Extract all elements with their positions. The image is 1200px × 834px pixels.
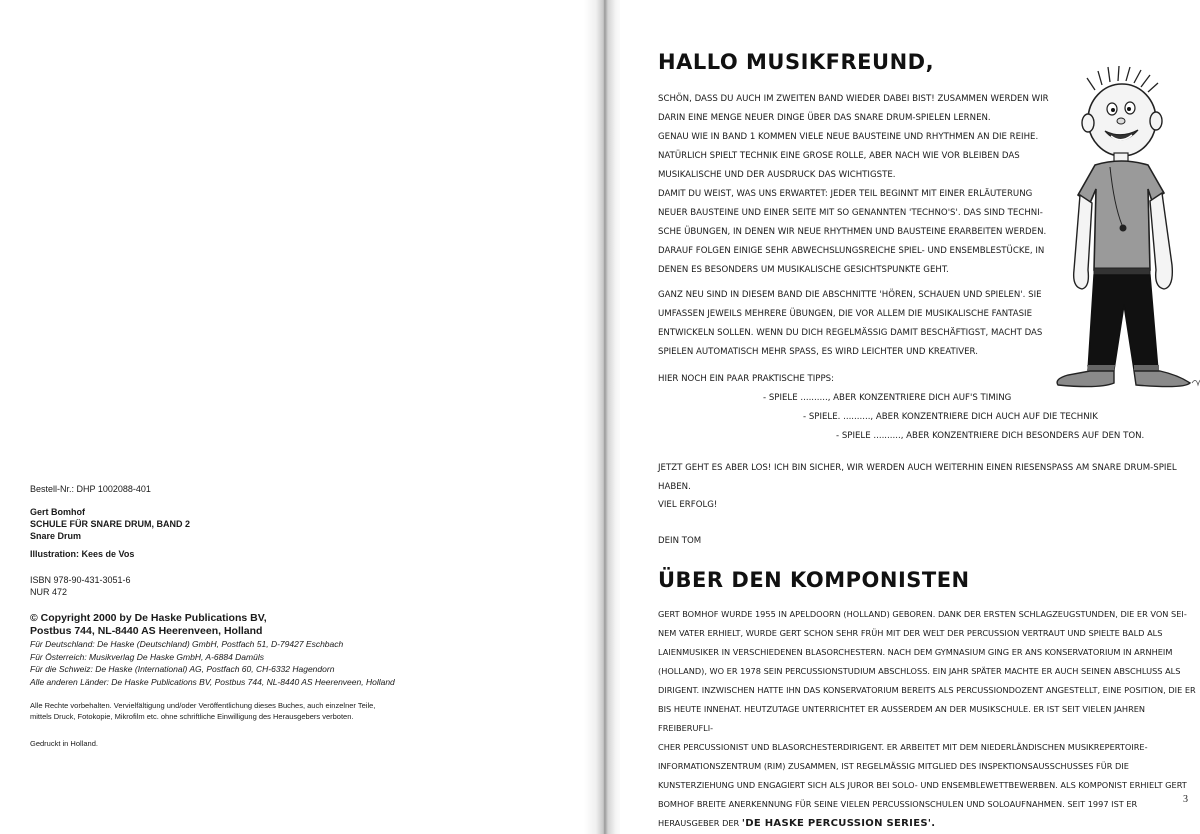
composer-bio xyxy=(658,605,1200,833)
greeting-heading: HALLO MUSIKFREUND, xyxy=(658,50,935,74)
illustration-credit: Illustration: Kees de Vos xyxy=(30,549,135,559)
text-line: BOMHOF BREITE ANERKENNUNG FÜR SEINE VIELEN PERCUSSIONSCHULEN UND SOLOAUFNAHMEN. SEIT 1997 IST ER xyxy=(658,799,1138,809)
distributor-line: Für die Schweiz: De Haske (International) AG, Postfach 60, CH-6332 Hagendorn xyxy=(30,664,335,674)
text-line: GANZ NEU SIND IN DIESEM BAND DIE ABSCHNITTE 'HÖREN, SCHAUEN UND SPIELEN'. SIE xyxy=(658,290,1042,300)
page-number: 3 xyxy=(1183,794,1188,805)
text-line: (HOLLAND), WO ER 1978 SEIN PERCUSSIONSTUDIUM ABSCHLOSS. EIN JAHR SPÄTER MACHTE ER AUCH SEINEN ABSCHLUSS ALS xyxy=(658,666,1181,676)
text-line: NEM VATER ERHIELT, WURDE GERT SCHON SEHR FRÜH MIT DER WELT DER PERCUSSION VERTRAUT UND SPIELTE BALD ALS xyxy=(658,628,1163,638)
text-line: NATÜRLICH SPIELT TECHNIK EINE GROSE ROLLE, ABER NACH WIE VOR BLEIBEN DAS xyxy=(658,151,1020,161)
distributor-line: Für Deutschland: De Haske (Deutschland) GmbH, Postfach 51, D-79427 Eschbach xyxy=(30,639,344,649)
artist-signature-icon xyxy=(1192,379,1200,385)
text-line: LAIENMUSIKER IN VERSCHIEDENEN BLASORCHESTERN. NACH DEM GYMNASIUM GING ER ANS KONSERVATORIUM IN ARNHEIM xyxy=(658,647,1173,657)
intro-paragraph xyxy=(658,90,1049,280)
instrument: Snare Drum xyxy=(30,531,82,541)
imprint-block xyxy=(30,483,430,750)
text-line: DAMIT DU WEIST, WAS UNS ERWARTET: JEDER TEIL BEGINNT MIT EINER ERLÄUTERUNG xyxy=(658,189,1033,199)
text-line: MUSIKALISCHE UND DER AUSDRUCK DAS WICHTIGSTE. xyxy=(658,170,896,180)
text-line: SCHE ÜBUNGEN, IN DENEN WIR NEUE RHYTHMEN UND BAUSTEINE ERARBEITEN WERDEN. xyxy=(658,227,1047,237)
tip-item: - SPIELE .........., ABER KONZENTRIERE DICH BESONDERS AUF DEN TON. xyxy=(836,431,1145,441)
tip-item: - SPIELE .........., ABER KONZENTRIERE DICH AUF'S TIMING xyxy=(763,393,1012,403)
text-line: SPIELEN AUTOMATISCH MEHR SPASS, ES WIRD LEICHTER UND KREATIVER. xyxy=(658,347,978,357)
text-line: KUNSTERZIEHUNG UND ENGAGIERT SICH ALS JUROR BEI SOLO- UND ENSEMBLEWETTBEWERBEN. ALS KOMPONIST ERHIELT GERT xyxy=(658,780,1187,790)
copyright-line-1: © Copyright 2000 by De Haske Publications BV, xyxy=(30,612,267,624)
text-line: DARIN EINE MENGE NEUER DINGE ÜBER DAS SNARE DRUM-SPIELEN LERNEN. xyxy=(658,113,991,123)
text-line: INFORMATIONSZENTRUM (RIM) ZUSAMMEN, IST REGELMÄSSIG MITGLIED DES INSPEKTIONSAUSSCHUSSES FÜR DIE xyxy=(658,761,1129,771)
rights-line-1: Alle Rechte vorbehalten. Vervielfältigung und/oder Veröffentlichung dieses Buches, auch einzelner Teile, xyxy=(30,701,376,710)
order-number: Bestell-Nr.: DHP 1002088-401 xyxy=(30,484,151,494)
author-name: Gert Bomhof xyxy=(30,507,85,517)
text-line: CHER PERCUSSIONIST UND BLASORCHESTERDIRIGENT. ER ARBEITET MIT DEM NIEDERLÄNDISCHEN MUSIKREPERTOIRE- xyxy=(658,742,1148,752)
printed-in: Gedruckt in Holland. xyxy=(30,739,98,748)
distributor-line: Alle anderen Länder: De Haske Publications BV, Postbus 744, NL-8440 AS Heerenveen, Holland xyxy=(30,676,395,687)
second-paragraph xyxy=(658,286,1042,362)
text-line: GERT BOMHOF WURDE 1955 IN APELDOORN (HOLLAND) GEBOREN. DANK DER ERSTEN SCHLAGZEUGSTUNDEN, DIE ER VON SEI- xyxy=(658,609,1187,619)
text-line: ENTWICKELN SOLLEN. WENN DU DICH REGELMÄSSIG DAMIT BESCHÄFTIGST, MACHT DAS xyxy=(658,328,1043,338)
tip-item: - SPIELE. .........., ABER KONZENTRIERE DICH AUCH AUF DIE TECHNIK xyxy=(803,412,1098,422)
book-gutter xyxy=(584,0,624,834)
nur-code: NUR 472 xyxy=(30,587,68,597)
series-name: 'DE HASKE PERCUSSION SERIES'. xyxy=(741,818,936,829)
right-page xyxy=(620,0,1200,834)
cartoon-boy-illustration xyxy=(1040,65,1200,405)
composer-heading: ÜBER DEN KOMPONISTEN xyxy=(658,568,970,592)
text-line: NEUER BAUSTEINE UND EINER SEITE MIT SO GENANNTEN 'TECHNO'S'. DAS SIND TECHNI- xyxy=(658,208,1043,218)
copyright-line-2: Postbus 744, NL-8440 AS Heerenveen, Holland xyxy=(30,625,263,637)
text-line: DARAUF FOLGEN EINIGE SEHR ABWECHSLUNGSREICHE SPIEL- UND ENSEMBLESTÜCKE, IN xyxy=(658,246,1045,256)
left-page xyxy=(0,0,590,834)
distributor-line: Für Österreich: Musikverlag De Haske GmbH, A-6884 Damüls xyxy=(30,651,264,662)
rights-line-2: mittels Druck, Fotokopie, Mikrofilm etc. ohne schriftliche Einwilligung des Herausgebers verboten. xyxy=(30,712,354,721)
text-line: BIS HEUTE INNEHAT. HEUTZUTAGE UNTERRICHTET ER AUSSERDEM AN DER MUSIKSCHULE. ER IST SEIT VIELEN JAHREN FREIBERUFLI- xyxy=(658,704,1146,733)
isbn: ISBN 978-90-431-3051-6 xyxy=(30,575,131,585)
text-line: GENAU WIE IN BAND 1 KOMMEN VIELE NEUE BAUSTEINE UND RHYTHMEN AN DIE REIHE. xyxy=(658,132,1039,142)
text-line xyxy=(658,814,1200,833)
text-line: SCHÖN, DASS DU AUCH IM ZWEITEN BAND WIEDER DABEI BIST! ZUSAMMEN WERDEN WIR xyxy=(658,94,1049,104)
wish-text: VIEL ERFOLG! xyxy=(658,500,718,510)
text-line: UMFASSEN JEWEILS MEHRERE ÜBUNGEN, DIE VOR ALLEM DIE MUSIKALISCHE FANTASIE xyxy=(658,309,1033,319)
text-line: DIRIGENT. INZWISCHEN HATTE IHN DAS KONSERVATORIUM BEREITS ALS PERCUSSIONDOZENT ANGESTELLT, EINE POSITION, DIE ER xyxy=(658,685,1196,695)
book-title: SCHULE FÜR SNARE DRUM, BAND 2 xyxy=(30,519,191,529)
closing-text: JETZT GEHT ES ABER LOS! ICH BIN SICHER, WIR WERDEN AUCH WEITERHIN EINEN RIESENSPASS AM SNARE DRUM-SPIEL HABEN. xyxy=(658,463,1177,492)
bio-last-prefix: HERAUSGEBER DER xyxy=(658,818,740,828)
signature: DEIN TOM xyxy=(658,536,702,546)
text-line: DENEN ES BESONDERS UM MUSIKALISCHE GESICHTSPUNKTE GEHT. xyxy=(658,265,949,275)
tips-intro: HIER NOCH EIN PAAR PRAKTISCHE TIPPS: xyxy=(658,374,834,384)
